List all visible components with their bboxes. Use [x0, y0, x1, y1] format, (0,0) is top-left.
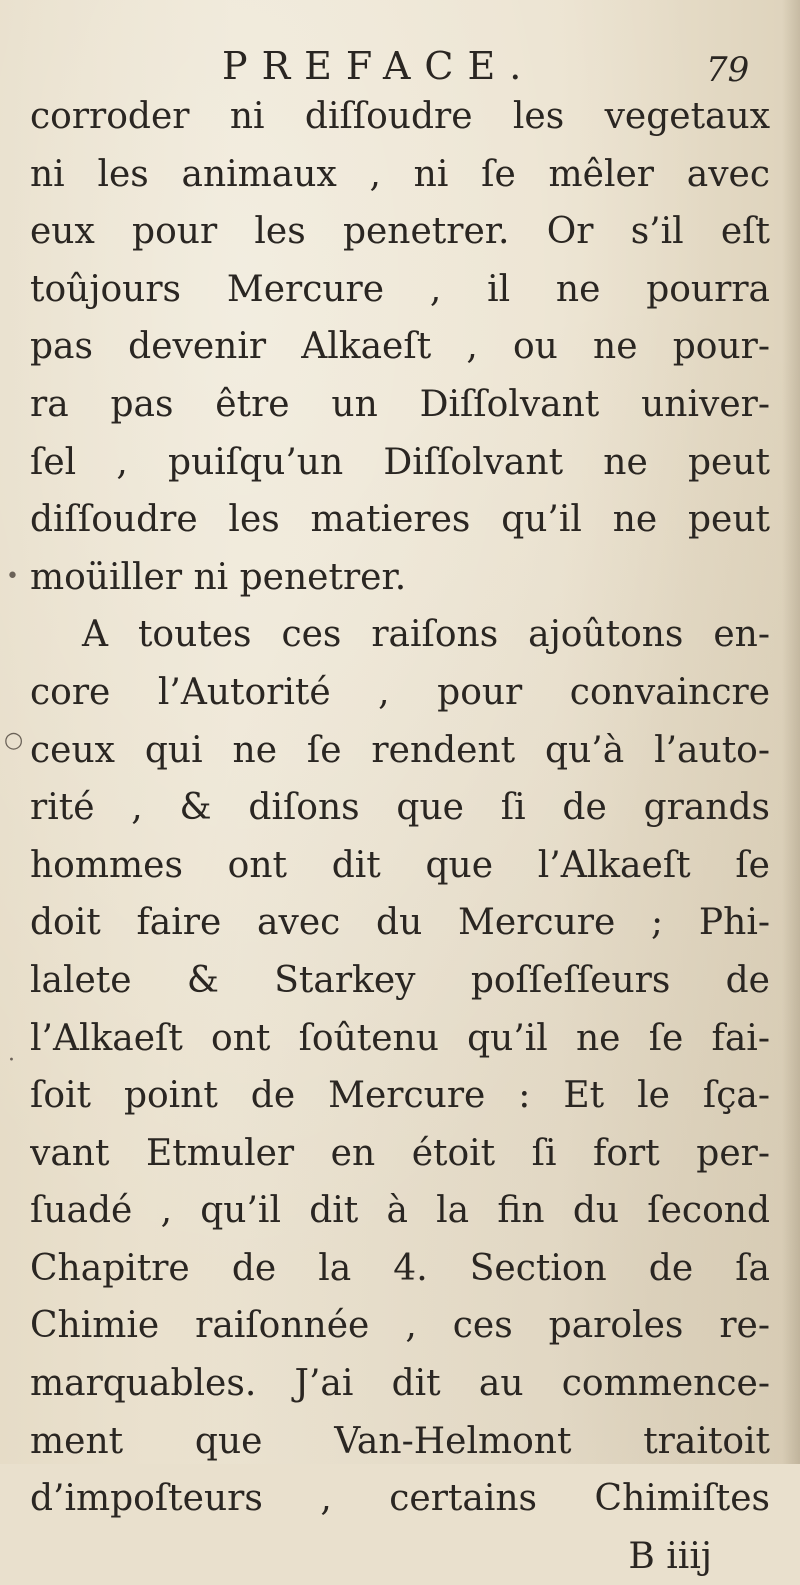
text-line: Chimie raiſonnée , ces paroles re- — [30, 1305, 770, 1347]
margin-dot-mark: · — [8, 1048, 15, 1073]
text-line: vant Etmuler en étoit ſi fort per- — [30, 1132, 770, 1174]
text-line: lalete & Starkey poſſeſſeurs de — [30, 959, 770, 1001]
text-line: eux pour les penetrer. Or s’il eſt — [30, 211, 770, 253]
text-line: d’impoſteurs , certains Chimiſtes — [30, 1478, 770, 1520]
text-line: ment que Van-Helmont traitoit — [30, 1420, 770, 1462]
text-line: rité , & diſons que ſi de grands — [30, 787, 770, 829]
text-line: ceux qui ne ſe rendent qu’à l’auto- — [30, 729, 770, 771]
running-head: PREFACE. — [222, 44, 536, 88]
text-line-paragraph-end: moüiller ni penetrer. — [30, 556, 407, 598]
text-line: core l’Autorité , pour convaincre — [30, 671, 770, 713]
text-line: corroder ni diſſoudre les vegetaux — [30, 96, 770, 137]
body-text — [30, 88, 770, 1585]
signature-mark: B iiij — [628, 1535, 712, 1577]
text-line: diſſoudre les matieres qu’il ne peut — [30, 499, 770, 541]
margin-ring-mark: ○ — [4, 728, 24, 753]
text-line: ni les animaux , ni ſe mêler avec — [30, 153, 770, 195]
page-number: 79 — [706, 50, 750, 90]
page-edge-shadow — [782, 0, 800, 1464]
text-line: ſoit point de Mercure : Et le ſça- — [30, 1075, 770, 1117]
text-line: hommes ont dit que l’Alkaeſt ſe — [30, 844, 770, 886]
text-line: pas devenir Alkaeſt , ou ne pour- — [30, 326, 770, 368]
text-line: marquables. J’ai dit au commence- — [30, 1363, 770, 1405]
text-line: ſuadé , qu’il dit à la fin du ſecond — [30, 1190, 770, 1232]
text-line: toûjours Mercure , il ne pourra — [30, 268, 770, 310]
text-line: ra pas être un Diſſolvant univer- — [30, 383, 770, 425]
text-line: Chapitre de la 4. Section de ſa — [30, 1247, 770, 1289]
text-line: doit faire avec du Mercure ; Phi- — [30, 902, 770, 944]
margin-dot-mark: • — [6, 564, 19, 589]
page-header — [0, 40, 800, 92]
text-line-paragraph-start: A toutes ces raiſons ajoûtons en- — [82, 614, 770, 656]
text-line: l’Alkaeſt ont ſoûtenu qu’il ne ſe fai- — [30, 1017, 770, 1059]
text-line: ſel , puiſqu’un Diſſolvant ne peut — [30, 441, 770, 483]
